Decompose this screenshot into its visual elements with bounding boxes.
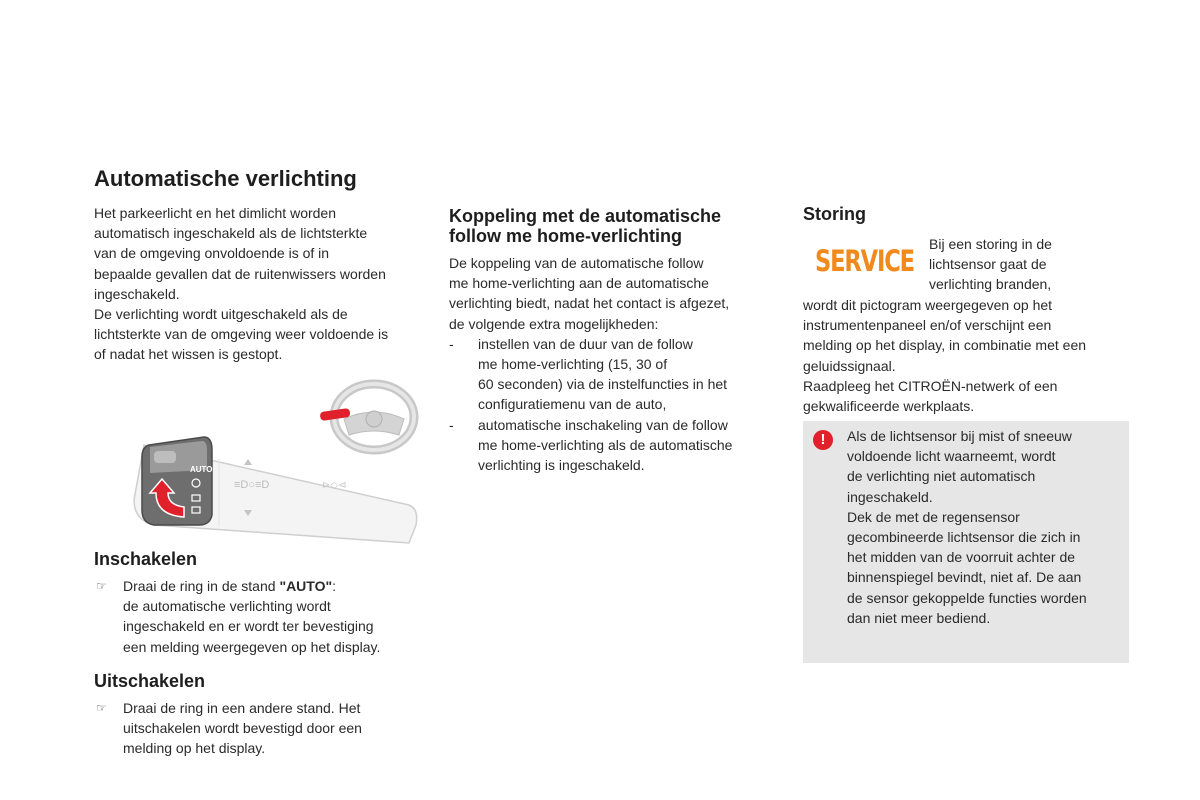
text-line: Het parkeerlicht en het dimlicht worden [94,205,337,221]
text-line: automatisch ingeschakeld als de lichtsterkte [94,225,368,242]
uitschakelen-bullet [94,698,453,759]
text-line: uitschakelen wordt bevestigd door een [123,720,362,737]
svg-text:⊳◇⊲: ⊳◇⊲ [322,480,347,491]
text-line: ingeschakeld. [94,285,180,302]
text-line: dan niet meer bediend. [847,609,991,626]
text-line: van de omgeving onvoldoende is of in [94,245,330,262]
text-line: lichtsensor gaat de [929,256,1047,273]
text-line: instellen van de duur van de follow [478,335,693,352]
text-line: De verlichting wordt uitgeschakeld als de [94,306,348,323]
text-line: Dek de met de regensensor [847,508,1020,525]
text-line: Draai de ring in een andere stand. Het [123,700,361,716]
text-line: bepaalde gevallen dat de ruitenwissers worden [94,265,386,282]
text-line: ingeschakeld en er wordt ter bevestiging [123,618,374,635]
text-line: me home-verlichting aan de automatische [449,275,709,292]
pointing-hand-icon: ☞ [96,701,107,715]
follow-me-home-text [449,253,769,475]
light-stalk-illustration [94,375,424,550]
text-line: verlichting biedt, nadat het contact is afgezet, [449,295,730,312]
heading-line: follow me home-verlichting [449,226,683,246]
steering-wheel-icon [320,384,414,450]
text-line: De koppeling van de automatische follow [449,255,704,271]
text-line: Draai de ring in de stand "AUTO": [123,578,337,594]
inschakelen-heading: Inschakelen [94,549,198,569]
note-text [847,426,1127,628]
dash-mark: - [449,416,454,433]
svg-text:≡D○≡D: ≡D○≡D [234,479,270,491]
text-line: het midden van de voorruit achter de [847,549,1076,566]
uitschakelen-heading: Uitschakelen [94,671,206,691]
intro-text [94,203,424,365]
storing-text [803,295,1133,416]
storing-heading: Storing [803,204,866,224]
inschakelen-bullet [94,576,453,657]
text-line: de volgende extra mogelijkheden: [449,315,659,332]
text-line: de automatische verlichting wordt [123,598,331,615]
service-warning-icon: SERVICE [815,244,914,278]
text-line: Raadpleeg het CITROËN-netwerk of een [803,377,1058,394]
auto-label: AUTO [190,465,213,474]
text-line: binnenspiegel bevindt, niet af. De aan [847,569,1082,586]
text-line: automatische inschakeling van de follow [478,416,728,433]
text-line: instrumentenpaneel en/of verschijnt een [803,317,1052,334]
text-line: wordt dit pictogram weergegeven op het [803,297,1053,313]
text-line: me home-verlichting (15, 30 of [478,356,668,373]
text-line: verlichting is ingeschakeld. [478,457,645,474]
text-line: configuratiemenu van de auto, [478,396,667,413]
text-line: gekwalificeerde werkplaats. [803,398,975,415]
text-line: voldoende licht waarneemt, wordt [847,448,1056,465]
pointing-hand-icon: ☞ [96,579,107,593]
page-title: Automatische verlichting [94,166,357,191]
follow-me-home-heading [449,206,721,246]
list-item [449,415,769,476]
text-line: melding op het display. [123,740,266,757]
list-item [449,334,769,415]
text-line: de sensor gekoppelde functies worden [847,589,1087,606]
storing-beside-text [929,234,1052,295]
text-line: me home-verlichting als de automatische [478,436,733,453]
text-line: verlichting branden, [929,276,1052,293]
text-line: Bij een storing in de [929,236,1052,252]
text-line: of nadat het wissen is gestopt. [94,346,283,363]
text-line: gecombineerde lichtsensor die zich in [847,529,1081,546]
text-line: een melding weergegeven op het display. [123,638,381,655]
text-line: lichtsterkte van de omgeving weer voldoende is [94,326,389,343]
text-line: melding op het display, in combinatie met een [803,337,1087,354]
heading-line: Koppeling met de automatische [449,206,722,226]
text-line: Als de lichtsensor bij mist of sneeuw [847,428,1072,444]
warning-icon: ! [813,430,833,450]
text-line: geluidssignaal. [803,357,896,374]
dash-mark: - [449,335,454,352]
text-line: 60 seconden) via de instelfuncties in het [478,376,728,393]
text-line: de verlichting niet automatisch [847,468,1036,485]
text-line: ingeschakeld. [847,488,933,505]
